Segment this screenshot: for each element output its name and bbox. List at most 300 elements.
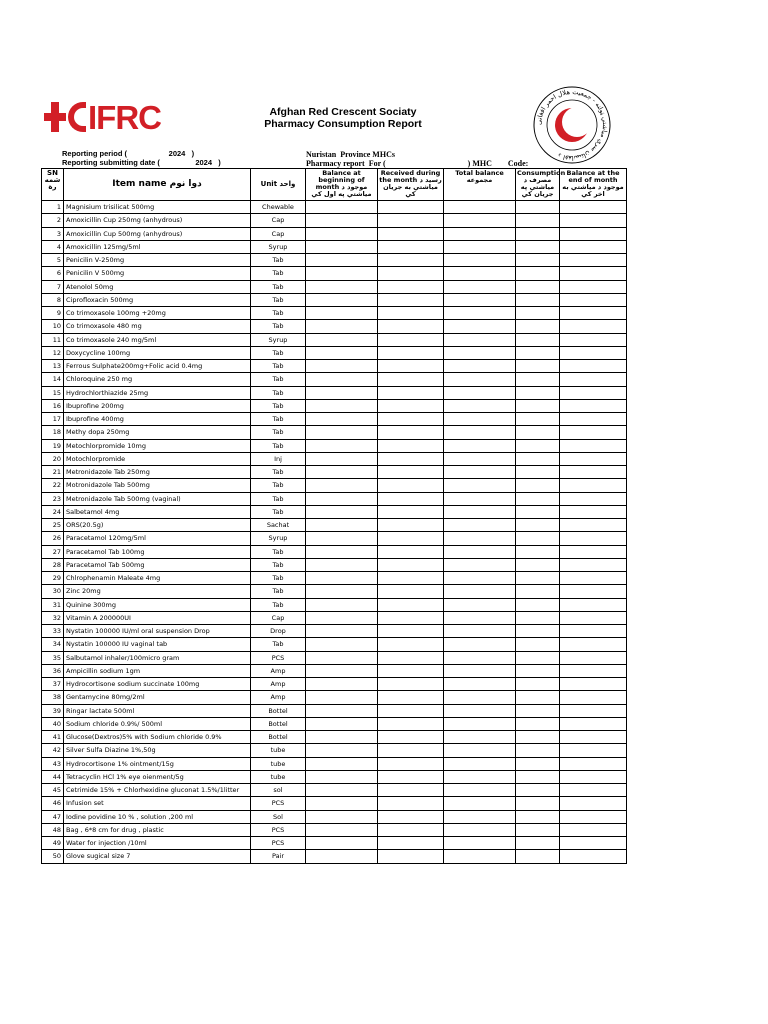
balance-begin-cell[interactable] [306, 413, 378, 426]
balance-end-cell[interactable] [560, 439, 627, 452]
total-cell[interactable] [444, 823, 516, 836]
row-unit: Tab [251, 320, 306, 333]
total-cell[interactable] [444, 704, 516, 717]
received-cell[interactable] [378, 757, 444, 770]
total-cell[interactable] [444, 558, 516, 571]
received-cell[interactable] [378, 240, 444, 253]
row-sn: 48 [42, 823, 64, 836]
total-cell[interactable] [444, 227, 516, 240]
balance-end-cell[interactable] [560, 505, 627, 518]
total-cell[interactable] [444, 585, 516, 598]
total-cell[interactable] [444, 492, 516, 505]
header-consumption: Consumption مصرف د میاشتي په جریان کي [516, 169, 560, 201]
balance-end-cell[interactable] [560, 519, 627, 532]
balance-begin-cell[interactable] [306, 837, 378, 850]
table-row [42, 373, 627, 386]
row-item-name: Glove sugical size 7 [64, 850, 251, 863]
balance-begin-cell[interactable] [306, 678, 378, 691]
consumption-cell[interactable] [516, 744, 560, 757]
consumption-cell[interactable] [516, 585, 560, 598]
consumption-cell[interactable] [516, 413, 560, 426]
total-cell[interactable] [444, 360, 516, 373]
consumption-cell[interactable] [516, 810, 560, 823]
balance-end-cell[interactable] [560, 810, 627, 823]
consumption-cell[interactable] [516, 784, 560, 797]
balance-begin-cell[interactable] [306, 240, 378, 253]
balance-begin-cell[interactable] [306, 492, 378, 505]
balance-end-cell[interactable] [560, 611, 627, 624]
row-sn: 14 [42, 373, 64, 386]
balance-begin-cell[interactable] [306, 519, 378, 532]
total-cell[interactable] [444, 810, 516, 823]
received-cell[interactable] [378, 545, 444, 558]
balance-begin-cell[interactable] [306, 227, 378, 240]
balance-end-cell[interactable] [560, 240, 627, 253]
received-cell[interactable] [378, 505, 444, 518]
consumption-cell[interactable] [516, 664, 560, 677]
balance-begin-cell[interactable] [306, 585, 378, 598]
total-cell[interactable] [444, 757, 516, 770]
consumption-cell[interactable] [516, 452, 560, 465]
received-cell[interactable] [378, 810, 444, 823]
consumption-cell[interactable] [516, 651, 560, 664]
received-cell[interactable] [378, 823, 444, 836]
balance-end-cell[interactable] [560, 638, 627, 651]
consumption-cell[interactable] [516, 625, 560, 638]
balance-begin-cell[interactable] [306, 625, 378, 638]
table-row [42, 413, 627, 426]
row-unit: Tab [251, 346, 306, 359]
row-sn: 21 [42, 466, 64, 479]
consumption-cell[interactable] [516, 426, 560, 439]
balance-end-cell[interactable] [560, 201, 627, 214]
row-item-name: Salbetamol 4mg [64, 505, 251, 518]
balance-begin-cell[interactable] [306, 664, 378, 677]
consumption-cell[interactable] [516, 823, 560, 836]
received-cell[interactable] [378, 664, 444, 677]
balance-end-cell[interactable] [560, 757, 627, 770]
table-row [42, 426, 627, 439]
consumption-cell[interactable] [516, 492, 560, 505]
balance-begin-cell[interactable] [306, 651, 378, 664]
balance-end-cell[interactable] [560, 770, 627, 783]
received-cell[interactable] [378, 373, 444, 386]
consumption-cell[interactable] [516, 267, 560, 280]
balance-begin-cell[interactable] [306, 267, 378, 280]
table-row [42, 532, 627, 545]
received-cell[interactable] [378, 519, 444, 532]
balance-end-cell[interactable] [560, 784, 627, 797]
balance-end-cell[interactable] [560, 678, 627, 691]
total-cell[interactable] [444, 598, 516, 611]
received-cell[interactable] [378, 611, 444, 624]
total-cell[interactable] [444, 439, 516, 452]
balance-begin-cell[interactable] [306, 545, 378, 558]
total-cell[interactable] [444, 625, 516, 638]
consumption-cell[interactable] [516, 346, 560, 359]
total-cell[interactable] [444, 837, 516, 850]
row-item-name: Amoxicillin Cup 500mg (anhydrous) [64, 227, 251, 240]
balance-end-cell[interactable] [560, 691, 627, 704]
balance-end-cell[interactable] [560, 545, 627, 558]
balance-begin-cell[interactable] [306, 731, 378, 744]
total-cell[interactable] [444, 254, 516, 267]
total-cell[interactable] [444, 545, 516, 558]
balance-begin-cell[interactable] [306, 293, 378, 306]
table-row [42, 823, 627, 836]
row-sn: 12 [42, 346, 64, 359]
row-sn: 43 [42, 757, 64, 770]
consumption-cell[interactable] [516, 611, 560, 624]
total-cell[interactable] [444, 399, 516, 412]
received-cell[interactable] [378, 307, 444, 320]
balance-begin-cell[interactable] [306, 280, 378, 293]
total-cell[interactable] [444, 651, 516, 664]
total-cell[interactable] [444, 505, 516, 518]
balance-end-cell[interactable] [560, 598, 627, 611]
consumption-cell[interactable] [516, 505, 560, 518]
balance-begin-cell[interactable] [306, 704, 378, 717]
total-cell[interactable] [444, 784, 516, 797]
balance-end-cell[interactable] [560, 466, 627, 479]
total-cell[interactable] [444, 240, 516, 253]
balance-end-cell[interactable] [560, 717, 627, 730]
table-row [42, 214, 627, 227]
consumption-cell[interactable] [516, 293, 560, 306]
consumption-cell[interactable] [516, 466, 560, 479]
consumption-cell[interactable] [516, 638, 560, 651]
balance-end-cell[interactable] [560, 572, 627, 585]
received-cell[interactable] [378, 731, 444, 744]
row-sn: 38 [42, 691, 64, 704]
consumption-cell[interactable] [516, 439, 560, 452]
consumption-cell[interactable] [516, 333, 560, 346]
row-unit: Bottel [251, 717, 306, 730]
balance-begin-cell[interactable] [306, 346, 378, 359]
total-cell[interactable] [444, 519, 516, 532]
row-item-name: Co trimoxasole 240 mg/5ml [64, 333, 251, 346]
balance-begin-cell[interactable] [306, 850, 378, 863]
received-cell[interactable] [378, 532, 444, 545]
balance-begin-cell[interactable] [306, 426, 378, 439]
received-cell[interactable] [378, 333, 444, 346]
received-cell[interactable] [378, 346, 444, 359]
consumption-cell[interactable] [516, 254, 560, 267]
balance-begin-cell[interactable] [306, 757, 378, 770]
table-row [42, 837, 627, 850]
consumption-cell[interactable] [516, 519, 560, 532]
consumption-cell[interactable] [516, 240, 560, 253]
received-cell[interactable] [378, 452, 444, 465]
table-row [42, 558, 627, 571]
received-cell[interactable] [378, 201, 444, 214]
balance-begin-cell[interactable] [306, 717, 378, 730]
balance-end-cell[interactable] [560, 797, 627, 810]
balance-end-cell[interactable] [560, 452, 627, 465]
received-cell[interactable] [378, 837, 444, 850]
consumption-cell[interactable] [516, 572, 560, 585]
ifrc-logo [44, 100, 161, 134]
received-cell[interactable] [378, 770, 444, 783]
row-unit: Tab [251, 426, 306, 439]
total-cell[interactable] [444, 678, 516, 691]
balance-end-cell[interactable] [560, 267, 627, 280]
consumption-cell[interactable] [516, 678, 560, 691]
balance-begin-cell[interactable] [306, 201, 378, 214]
received-cell[interactable] [378, 492, 444, 505]
received-cell[interactable] [378, 360, 444, 373]
balance-end-cell[interactable] [560, 731, 627, 744]
consumption-cell[interactable] [516, 797, 560, 810]
consumption-cell[interactable] [516, 691, 560, 704]
consumption-cell[interactable] [516, 717, 560, 730]
total-cell[interactable] [444, 572, 516, 585]
balance-begin-cell[interactable] [306, 439, 378, 452]
balance-end-cell[interactable] [560, 280, 627, 293]
balance-end-cell[interactable] [560, 293, 627, 306]
balance-end-cell[interactable] [560, 360, 627, 373]
consumption-cell[interactable] [516, 770, 560, 783]
received-cell[interactable] [378, 651, 444, 664]
balance-begin-cell[interactable] [306, 598, 378, 611]
balance-begin-cell[interactable] [306, 611, 378, 624]
balance-end-cell[interactable] [560, 479, 627, 492]
total-cell[interactable] [444, 267, 516, 280]
received-cell[interactable] [378, 704, 444, 717]
received-cell[interactable] [378, 320, 444, 333]
balance-end-cell[interactable] [560, 704, 627, 717]
row-unit: Cap [251, 611, 306, 624]
received-cell[interactable] [378, 797, 444, 810]
balance-end-cell[interactable] [560, 532, 627, 545]
row-item-name: Vitamin A 200000UI [64, 611, 251, 624]
balance-end-cell[interactable] [560, 333, 627, 346]
balance-end-cell[interactable] [560, 254, 627, 267]
row-item-name: Hydrochlorthiazide 25mg [64, 386, 251, 399]
balance-end-cell[interactable] [560, 837, 627, 850]
total-cell[interactable] [444, 532, 516, 545]
received-cell[interactable] [378, 638, 444, 651]
table-row [42, 572, 627, 585]
received-cell[interactable] [378, 439, 444, 452]
consumption-cell[interactable] [516, 704, 560, 717]
balance-begin-cell[interactable] [306, 307, 378, 320]
consumption-cell[interactable] [516, 373, 560, 386]
balance-end-cell[interactable] [560, 346, 627, 359]
row-sn: 42 [42, 744, 64, 757]
row-unit: Tab [251, 254, 306, 267]
received-cell[interactable] [378, 558, 444, 571]
table-row [42, 227, 627, 240]
row-unit: Syrup [251, 532, 306, 545]
balance-end-cell[interactable] [560, 307, 627, 320]
consumption-cell[interactable] [516, 201, 560, 214]
total-cell[interactable] [444, 373, 516, 386]
total-cell[interactable] [444, 413, 516, 426]
balance-begin-cell[interactable] [306, 823, 378, 836]
consumption-cell[interactable] [516, 320, 560, 333]
total-cell[interactable] [444, 214, 516, 227]
received-cell[interactable] [378, 386, 444, 399]
consumption-cell[interactable] [516, 307, 560, 320]
consumption-cell[interactable] [516, 399, 560, 412]
balance-begin-cell[interactable] [306, 320, 378, 333]
balance-end-cell[interactable] [560, 227, 627, 240]
balance-begin-cell[interactable] [306, 784, 378, 797]
received-cell[interactable] [378, 214, 444, 227]
balance-begin-cell[interactable] [306, 638, 378, 651]
balance-begin-cell[interactable] [306, 810, 378, 823]
received-cell[interactable] [378, 479, 444, 492]
total-cell[interactable] [444, 386, 516, 399]
row-item-name: Hydrocortisone sodium succinate 100mg [64, 678, 251, 691]
consumption-cell[interactable] [516, 214, 560, 227]
balance-begin-cell[interactable] [306, 572, 378, 585]
consumption-cell[interactable] [516, 598, 560, 611]
row-item-name: Chloroquine 250 mg [64, 373, 251, 386]
balance-begin-cell[interactable] [306, 770, 378, 783]
consumption-cell[interactable] [516, 850, 560, 863]
balance-end-cell[interactable] [560, 664, 627, 677]
total-cell[interactable] [444, 770, 516, 783]
row-sn: 16 [42, 399, 64, 412]
received-cell[interactable] [378, 399, 444, 412]
total-cell[interactable] [444, 717, 516, 730]
total-cell[interactable] [444, 333, 516, 346]
balance-end-cell[interactable] [560, 850, 627, 863]
received-cell[interactable] [378, 598, 444, 611]
balance-begin-cell[interactable] [306, 479, 378, 492]
balance-begin-cell[interactable] [306, 466, 378, 479]
received-cell[interactable] [378, 466, 444, 479]
row-sn: 37 [42, 678, 64, 691]
received-cell[interactable] [378, 227, 444, 240]
row-item-name: Amoxicillin 125mg/5ml [64, 240, 251, 253]
received-cell[interactable] [378, 585, 444, 598]
row-item-name: Paracetamol Tab 500mg [64, 558, 251, 571]
balance-end-cell[interactable] [560, 492, 627, 505]
received-cell[interactable] [378, 280, 444, 293]
row-sn: 28 [42, 558, 64, 571]
total-cell[interactable] [444, 426, 516, 439]
total-cell[interactable] [444, 611, 516, 624]
received-cell[interactable] [378, 293, 444, 306]
received-cell[interactable] [378, 691, 444, 704]
total-cell[interactable] [444, 850, 516, 863]
balance-end-cell[interactable] [560, 320, 627, 333]
consumption-cell[interactable] [516, 731, 560, 744]
row-sn: 39 [42, 704, 64, 717]
balance-end-cell[interactable] [560, 386, 627, 399]
received-cell[interactable] [378, 850, 444, 863]
row-item-name: Sodium chloride 0.9%/ 500ml [64, 717, 251, 730]
total-cell[interactable] [444, 691, 516, 704]
balance-begin-cell[interactable] [306, 360, 378, 373]
row-unit: Tab [251, 585, 306, 598]
balance-begin-cell[interactable] [306, 797, 378, 810]
consumption-cell[interactable] [516, 227, 560, 240]
balance-end-cell[interactable] [560, 413, 627, 426]
balance-begin-cell[interactable] [306, 452, 378, 465]
balance-begin-cell[interactable] [306, 691, 378, 704]
balance-begin-cell[interactable] [306, 558, 378, 571]
consumption-cell[interactable] [516, 757, 560, 770]
balance-end-cell[interactable] [560, 558, 627, 571]
consumption-cell[interactable] [516, 837, 560, 850]
balance-begin-cell[interactable] [306, 744, 378, 757]
balance-end-cell[interactable] [560, 426, 627, 439]
consumption-cell[interactable] [516, 532, 560, 545]
received-cell[interactable] [378, 678, 444, 691]
total-cell[interactable] [444, 466, 516, 479]
balance-begin-cell[interactable] [306, 386, 378, 399]
balance-begin-cell[interactable] [306, 399, 378, 412]
balance-begin-cell[interactable] [306, 333, 378, 346]
received-cell[interactable] [378, 572, 444, 585]
balance-begin-cell[interactable] [306, 505, 378, 518]
total-cell[interactable] [444, 201, 516, 214]
total-cell[interactable] [444, 638, 516, 651]
received-cell[interactable] [378, 426, 444, 439]
table-row [42, 519, 627, 532]
balance-end-cell[interactable] [560, 585, 627, 598]
total-cell[interactable] [444, 293, 516, 306]
row-item-name: Amoxicillin Cup 250mg (anhydrous) [64, 214, 251, 227]
consumption-cell[interactable] [516, 360, 560, 373]
received-cell[interactable] [378, 413, 444, 426]
row-unit: Tab [251, 572, 306, 585]
received-cell[interactable] [378, 625, 444, 638]
balance-end-cell[interactable] [560, 651, 627, 664]
balance-end-cell[interactable] [560, 625, 627, 638]
row-item-name: Quinine 300mg [64, 598, 251, 611]
total-cell[interactable] [444, 797, 516, 810]
consumption-cell[interactable] [516, 386, 560, 399]
total-cell[interactable] [444, 479, 516, 492]
total-cell[interactable] [444, 307, 516, 320]
consumption-cell[interactable] [516, 479, 560, 492]
balance-end-cell[interactable] [560, 373, 627, 386]
row-item-name: Zinc 20mg [64, 585, 251, 598]
received-cell[interactable] [378, 784, 444, 797]
balance-end-cell[interactable] [560, 399, 627, 412]
balance-end-cell[interactable] [560, 744, 627, 757]
balance-end-cell[interactable] [560, 214, 627, 227]
received-cell[interactable] [378, 717, 444, 730]
header-row [42, 169, 627, 201]
total-cell[interactable] [444, 346, 516, 359]
total-cell[interactable] [444, 731, 516, 744]
total-cell[interactable] [444, 320, 516, 333]
table-row [42, 479, 627, 492]
balance-begin-cell[interactable] [306, 373, 378, 386]
total-cell[interactable] [444, 280, 516, 293]
balance-end-cell[interactable] [560, 823, 627, 836]
received-cell[interactable] [378, 744, 444, 757]
row-unit: Sol [251, 810, 306, 823]
consumption-cell[interactable] [516, 545, 560, 558]
consumption-cell[interactable] [516, 280, 560, 293]
total-cell[interactable] [444, 744, 516, 757]
total-cell[interactable] [444, 664, 516, 677]
balance-begin-cell[interactable] [306, 532, 378, 545]
consumption-cell[interactable] [516, 558, 560, 571]
received-cell[interactable] [378, 267, 444, 280]
total-cell[interactable] [444, 452, 516, 465]
received-cell[interactable] [378, 254, 444, 267]
balance-begin-cell[interactable] [306, 214, 378, 227]
balance-begin-cell[interactable] [306, 254, 378, 267]
